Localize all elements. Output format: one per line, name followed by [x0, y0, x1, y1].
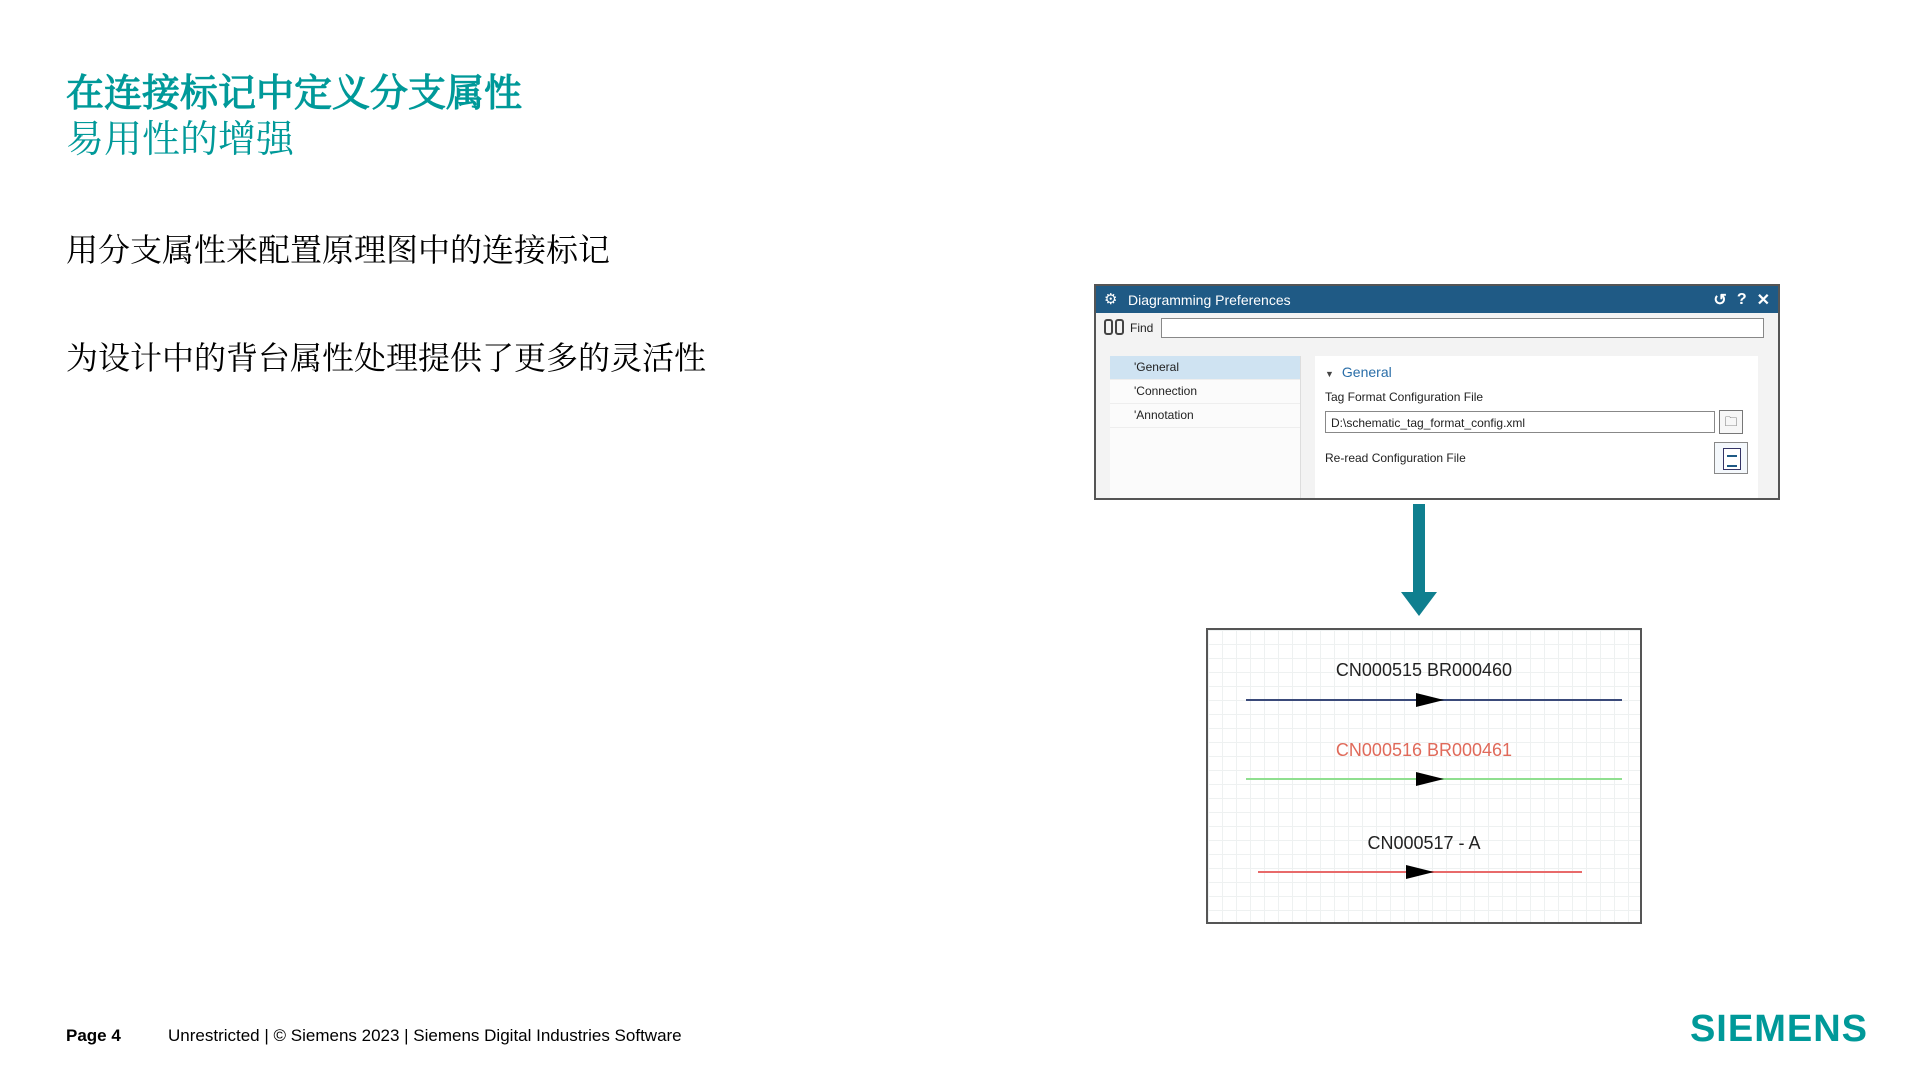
- dialog-title: Diagramming Preferences: [1128, 291, 1291, 308]
- section-general-toggle[interactable]: [1325, 360, 1748, 384]
- document-icon: [1723, 448, 1741, 470]
- browse-folder-icon[interactable]: 🗀: [1719, 410, 1743, 434]
- connection-label-2: CN000516 BR000461: [1335, 740, 1513, 760]
- reread-label: Re-read Configuration File: [1325, 451, 1466, 465]
- tag-format-label: Tag Format Configuration File: [1325, 390, 1484, 404]
- down-arrow-icon: [1401, 592, 1437, 616]
- down-arrow-shaft: [1413, 504, 1425, 594]
- binoculars-icon: [1102, 317, 1128, 339]
- connection-arrow-3: [1406, 865, 1434, 879]
- diagramming-preferences-dialog: [1094, 284, 1780, 500]
- connection-label-3: CN000517 - A: [1367, 833, 1481, 853]
- preference-tree: [1110, 356, 1301, 498]
- bullet-2: 为设计中的背台属性处理提供了更多的灵活性: [66, 339, 707, 377]
- slide-subtitle: 易用性的增强: [66, 117, 295, 161]
- help-button[interactable]: ?: [1736, 290, 1747, 308]
- bullet-1: 用分支属性来配置原理图中的连接标记: [66, 231, 611, 269]
- find-input[interactable]: [1161, 318, 1764, 338]
- footer-text: Unrestricted | © Siemens 2023 | Siemens Digital Industries Software: [168, 1026, 682, 1045]
- reset-button[interactable]: ↺: [1713, 291, 1727, 309]
- general-panel: [1315, 356, 1758, 498]
- triangle-down-icon: ▼: [1325, 369, 1334, 379]
- page-number: Page 4: [66, 1026, 121, 1045]
- dialog-titlebar: [1096, 286, 1778, 313]
- close-button[interactable]: ✕: [1756, 291, 1770, 309]
- siemens-logo: SIEMENS: [1689, 1008, 1868, 1050]
- gear-icon: ⚙: [1104, 290, 1118, 308]
- connection-arrow-2: [1416, 772, 1444, 786]
- tag-format-path-input[interactable]: D:\schematic_tag_format_config.xml: [1325, 411, 1715, 433]
- tree-item-connection[interactable]: 'Connection: [1110, 380, 1300, 404]
- find-label: Find: [1130, 321, 1154, 335]
- section-title: General: [1341, 364, 1392, 380]
- tree-item-annotation[interactable]: 'Annotation: [1110, 404, 1300, 428]
- find-row: [1096, 313, 1778, 343]
- reread-config-button[interactable]: [1714, 442, 1748, 474]
- tree-item-general[interactable]: 'General: [1110, 356, 1300, 380]
- connection-label-1: CN000515 BR000460: [1335, 660, 1513, 680]
- dialog-body: [1110, 356, 1758, 498]
- connection-tag-preview: [1206, 628, 1642, 924]
- slide-title: 在连接标记中定义分支属性: [66, 71, 523, 115]
- connection-arrow-1: [1416, 693, 1444, 707]
